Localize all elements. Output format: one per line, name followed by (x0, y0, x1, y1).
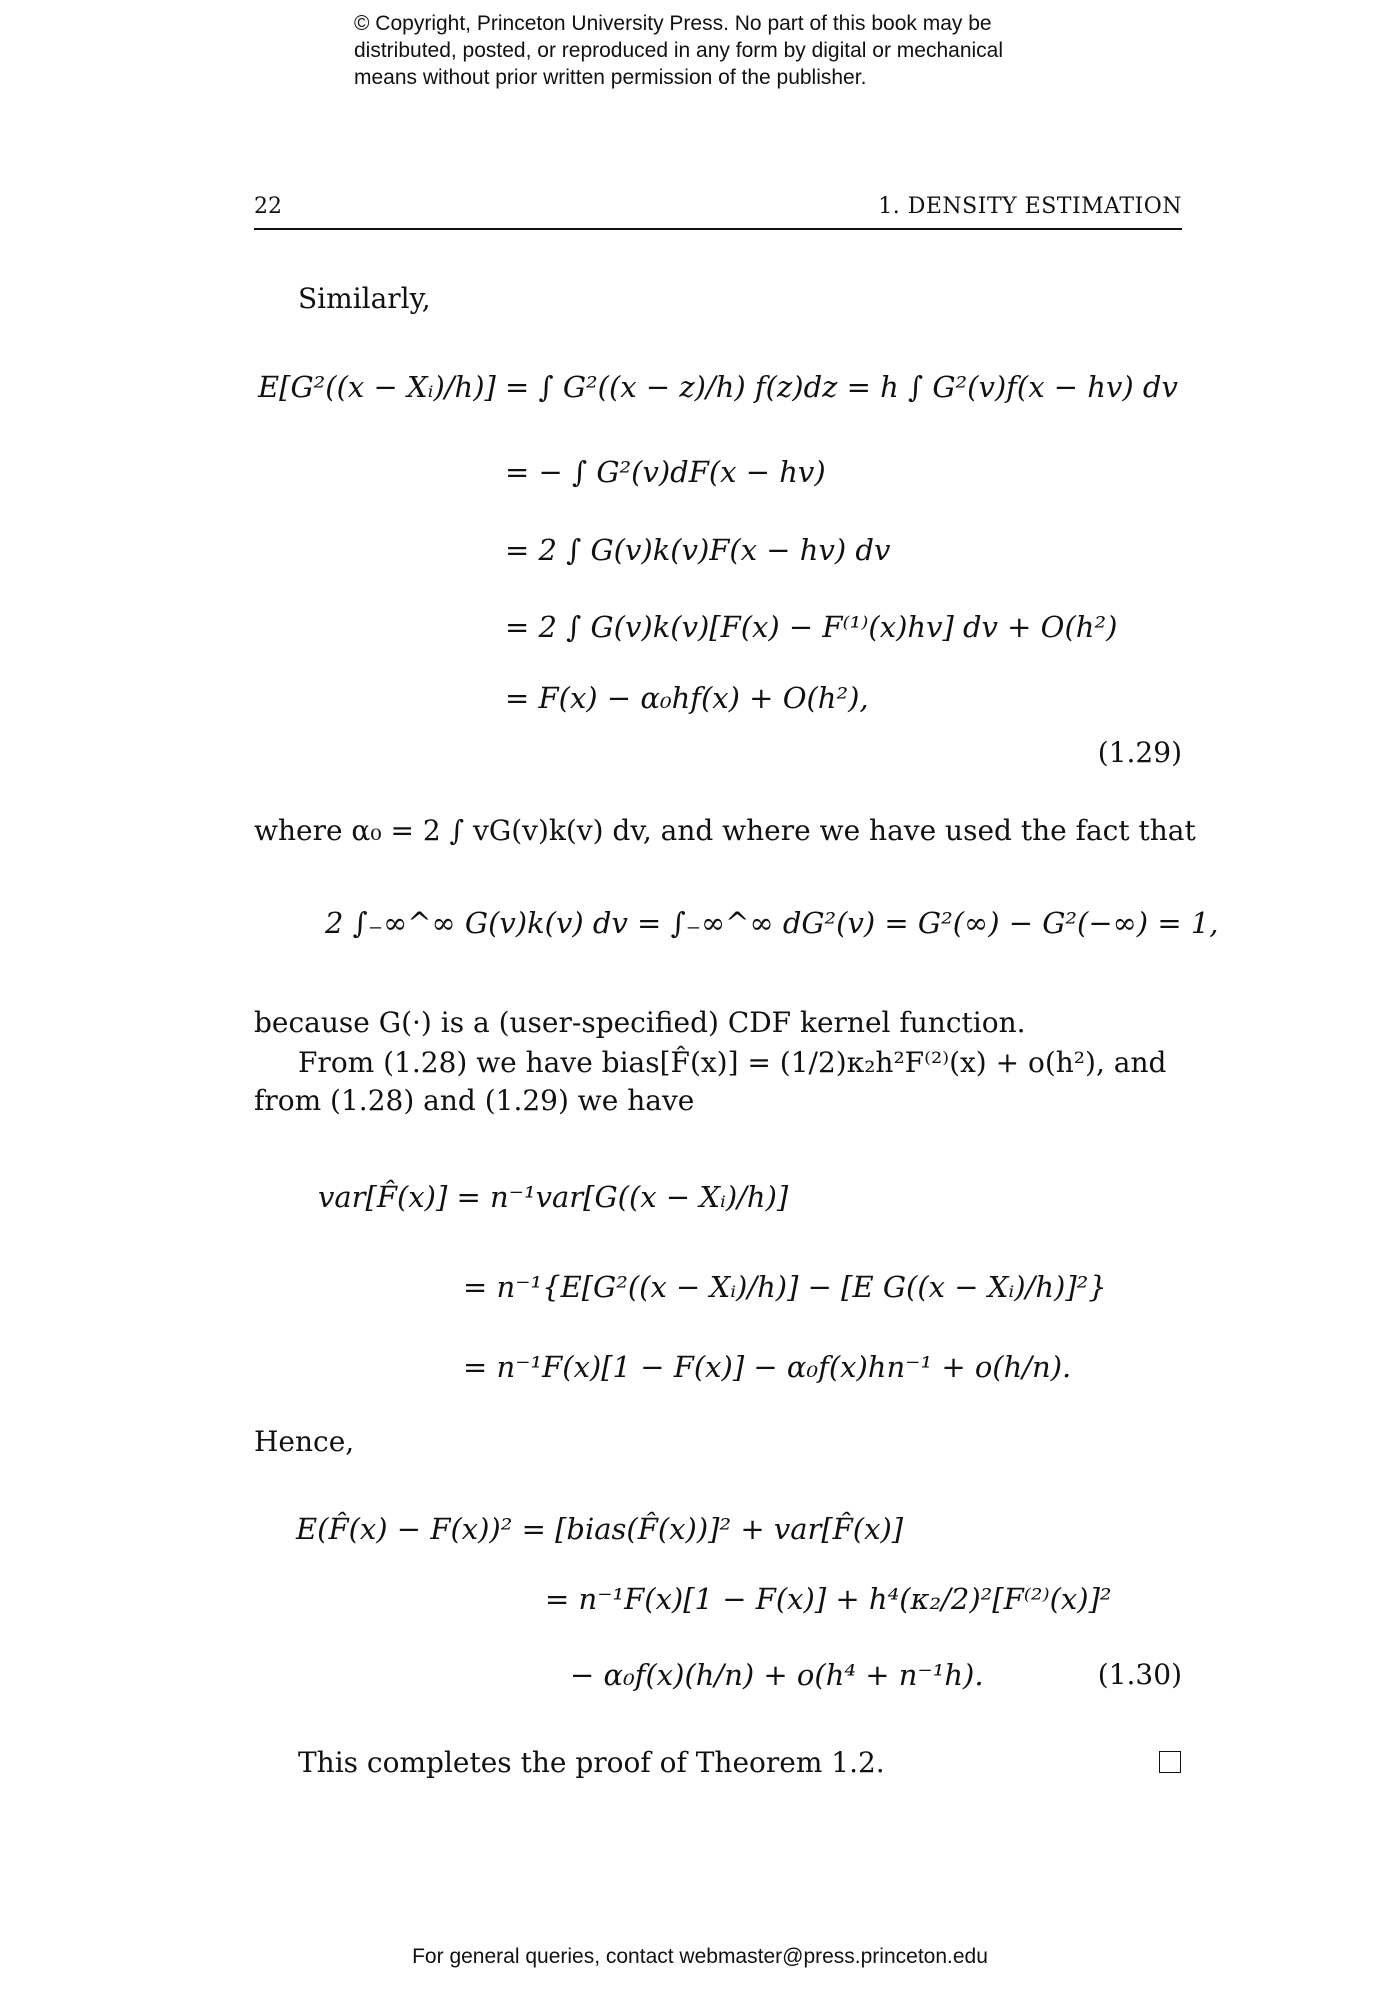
qed-box-icon (1159, 1751, 1181, 1773)
copyright-line-1: © Copyright, Princeton University Press. No part of this book may be (354, 12, 992, 35)
copyright-line-3: means without prior written permission of the publisher. (354, 66, 867, 89)
eq-1-29-line-3: = 2 ∫ G(v)k(v)F(x − hv) dv (505, 533, 891, 567)
eq-1-29-line-2: = − ∫ G²(v)dF(x − hv) (505, 455, 826, 489)
eq-1-29-lhs: E[G²((x − Xᵢ)/h)] (258, 370, 496, 404)
running-head (254, 192, 1182, 230)
eq-1-30-number: (1.30) (1097, 1658, 1182, 1691)
copyright-line-2: distributed, posted, or reproduced in any form by digital or mechanical (354, 39, 1004, 62)
fact-equation: 2 ∫₋∞^∞ G(v)k(v) dv = ∫₋∞^∞ dG²(v) = G²(∞) − G²(−∞) = 1, (325, 906, 1219, 940)
footer-contact: For general queries, contact webmaster@press.princeton.edu (412, 1945, 988, 1968)
from-text-line-1: From (1.28) we have bias[F̂(x)] = (1/2)κ₂h²F⁽²⁾(x) + o(h²), and (298, 1046, 1167, 1079)
eq-1-29-line-5: = F(x) − α₀hf(x) + O(h²), (505, 681, 869, 715)
eq-1-29-number: (1.29) (1097, 736, 1182, 769)
var-eq-line-2: = n⁻¹{E[G²((x − Xᵢ)/h)] − [E G((x − Xᵢ)/h)]²} (463, 1270, 1107, 1304)
hence-text: Hence, (254, 1425, 355, 1458)
where-text: where α₀ = 2 ∫ vG(v)k(v) dv, and where we have used the fact that (254, 814, 1196, 847)
eq-1-30-line-3: − α₀f(x)(h/n) + o(h⁴ + n⁻¹h). (570, 1658, 984, 1692)
eq-1-30-line-1: E(F̂(x) − F(x))² = [bias(F̂(x))]² + var[F̂(x)] (296, 1512, 904, 1546)
copyright-notice (354, 10, 1114, 91)
eq-1-30-line-2: = n⁻¹F(x)[1 − F(x)] + h⁴(κ₂/2)²[F⁽²⁾(x)]² (545, 1582, 1112, 1616)
var-eq-line-1: var[F̂(x)] = n⁻¹var[G((x − Xᵢ)/h)] (318, 1180, 789, 1214)
proof-complete-text: This completes the proof of Theorem 1.2. (298, 1746, 885, 1779)
var-eq-line-3: = n⁻¹F(x)[1 − F(x)] − α₀f(x)hn⁻¹ + o(h/n). (463, 1350, 1072, 1384)
similarly-text: Similarly, (298, 282, 431, 315)
page-number: 22 (254, 194, 282, 219)
eq-1-29-line-1: = ∫ G²((x − z)/h) f(z)dz = h ∫ G²(v)f(x − hv) dv (505, 370, 1178, 404)
because-text: because G(·) is a (user-specified) CDF kernel function. (254, 1006, 1026, 1039)
chapter-title: 1. DENSITY ESTIMATION (878, 194, 1182, 219)
eq-1-29-line-4: = 2 ∫ G(v)k(v)[F(x) − F⁽¹⁾(x)hv] dv + O(h²) (505, 610, 1118, 644)
from-text-line-2: from (1.28) and (1.29) we have (254, 1084, 695, 1117)
